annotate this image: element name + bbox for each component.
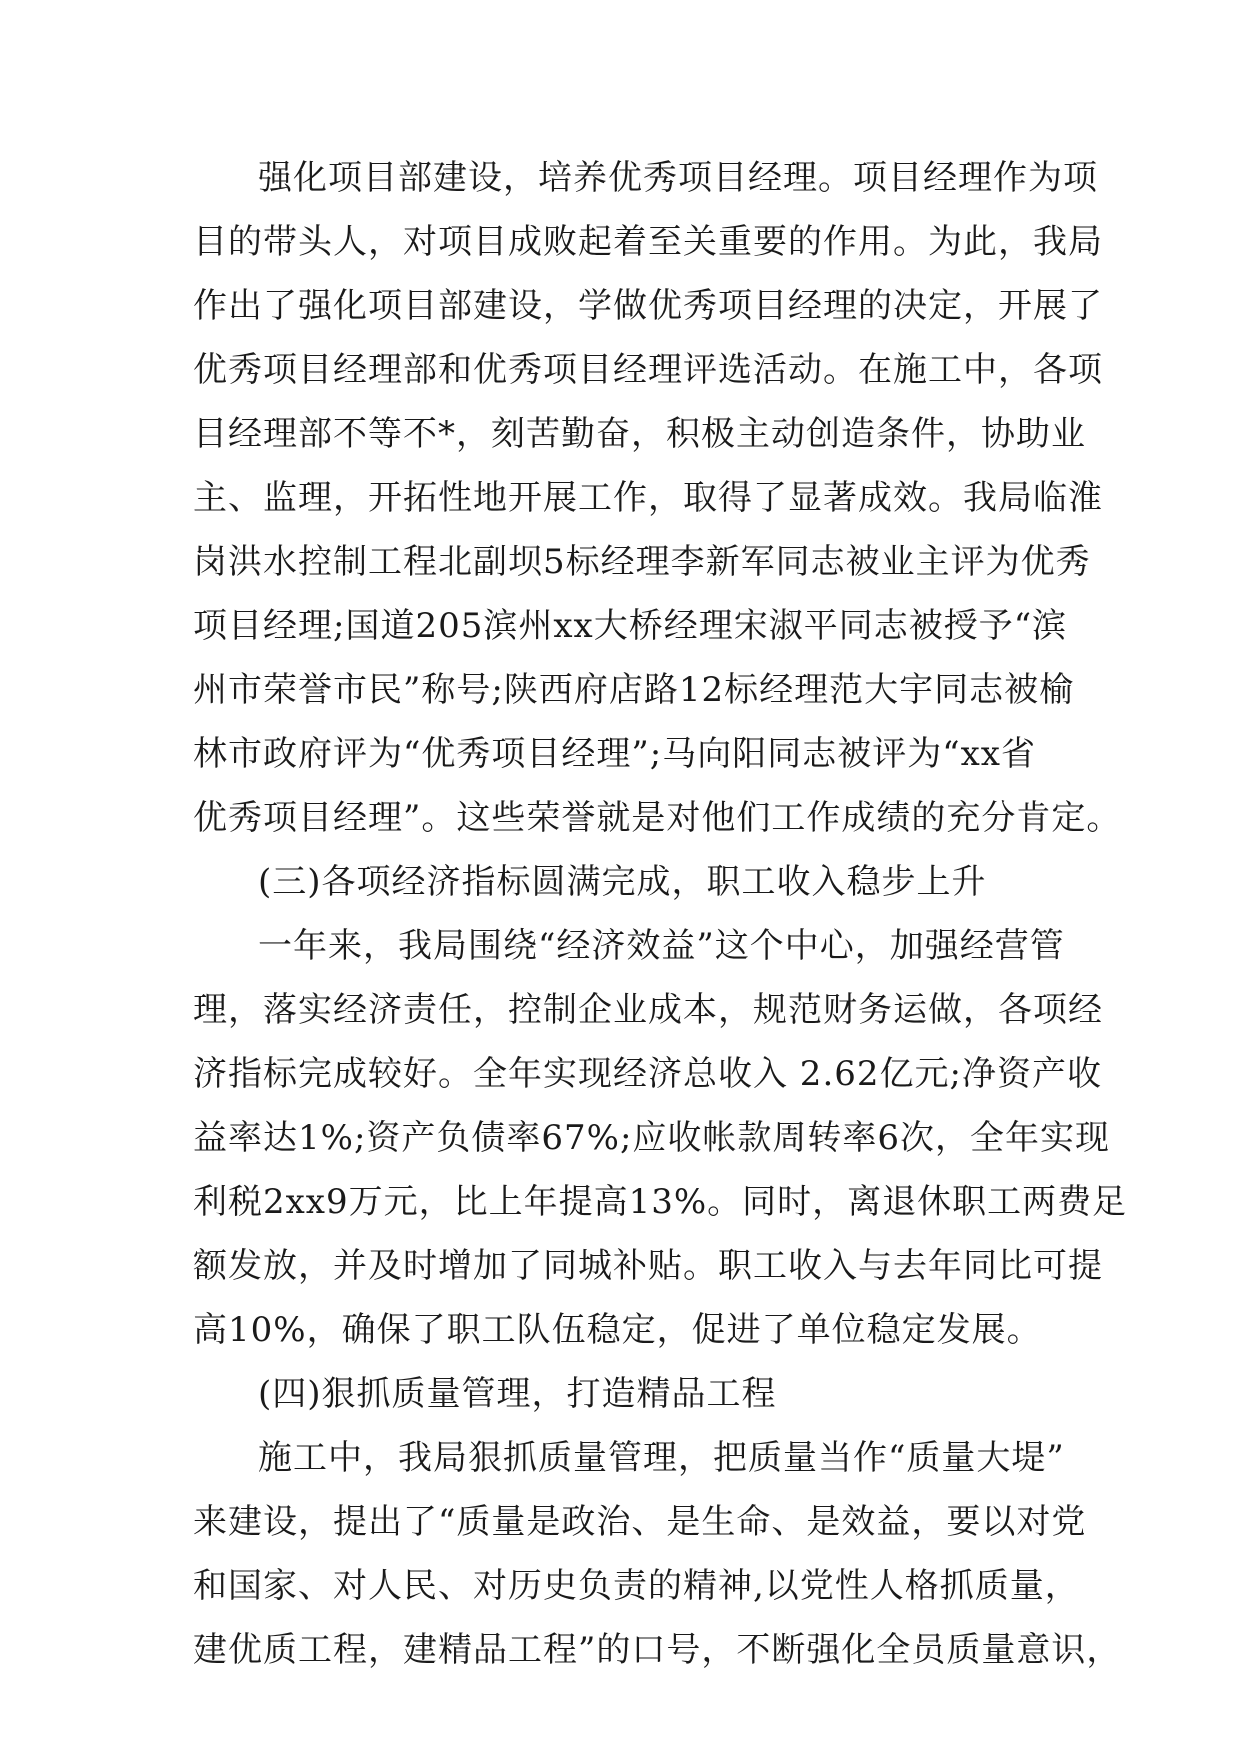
paragraph-line: 作出了强化项目部建设，学做优秀项目经理的决定，开展了 [193,286,1103,326]
paragraph-line: 来建设，提出了“质量是政治、是生命、是效益，要以对党 [193,1502,1087,1542]
paragraph-line: 岗洪水控制工程北副坝5标经理李新军同志被业主评为优秀 [193,542,1091,582]
paragraph-line: 建优质工程，建精品工程”的口号，不断强化全员质量意识， [193,1630,1122,1670]
paragraph-line: 优秀项目经理”。这些荣誉就是对他们工作成绩的充分肯定。 [193,798,1122,838]
paragraph-line: 济指标完成较好。全年实现经济总收入 2.62亿元;净资产收 [193,1054,1102,1094]
section-heading: (三)各项经济指标圆满完成，职工收入稳步上升 [258,862,987,902]
paragraph-line: 高10%，确保了职工队伍稳定，促进了单位稳定发展。 [193,1310,1042,1350]
paragraph-line: 一年来，我局围绕“经济效益”这个中心，加强经营管 [258,926,1065,966]
paragraph-line: 额发放，并及时增加了同城补贴。职工收入与去年同比可提 [193,1246,1103,1286]
paragraph-line: 益率达1%;资产负债率67%;应收帐款周转率6次，全年实现 [193,1118,1111,1158]
paragraph-line: 目的带头人，对项目成败起着至关重要的作用。为此，我局 [193,222,1103,262]
paragraph-line: 主、监理，开拓性地开展工作，取得了显著成效。我局临淮 [193,478,1103,518]
paragraph-line: 项目经理;国道205滨州xx大桥经理宋淑平同志被授予“滨 [193,606,1068,646]
paragraph-line: 优秀项目经理部和优秀项目经理评选活动。在施工中，各项 [193,350,1103,390]
paragraph-line: 强化项目部建设，培养优秀项目经理。项目经理作为项 [258,158,1098,198]
section-heading: (四)狠抓质量管理，打造精品工程 [258,1374,777,1414]
paragraph-line: 目经理部不等不*，刻苦勤奋，积极主动创造条件，协助业 [193,414,1086,454]
paragraph-line: 州市荣誉市民”称号;陕西府店路12标经理范大宇同志被榆 [193,670,1075,710]
paragraph-line: 施工中，我局狠抓质量管理，把质量当作“质量大堤” [258,1438,1065,1478]
paragraph-line: 利税2xx9万元，比上年提高13%。同时，离退休职工两费足 [193,1182,1128,1222]
paragraph-line: 理，落实经济责任，控制企业成本，规范财务运做，各项经 [193,990,1103,1030]
paragraph-line: 和国家、对人民、对历史负责的精神,以党性人格抓质量， [193,1566,1080,1606]
paragraph-line: 林市政府评为“优秀项目经理”;马向阳同志被评为“xx省 [193,734,1036,774]
